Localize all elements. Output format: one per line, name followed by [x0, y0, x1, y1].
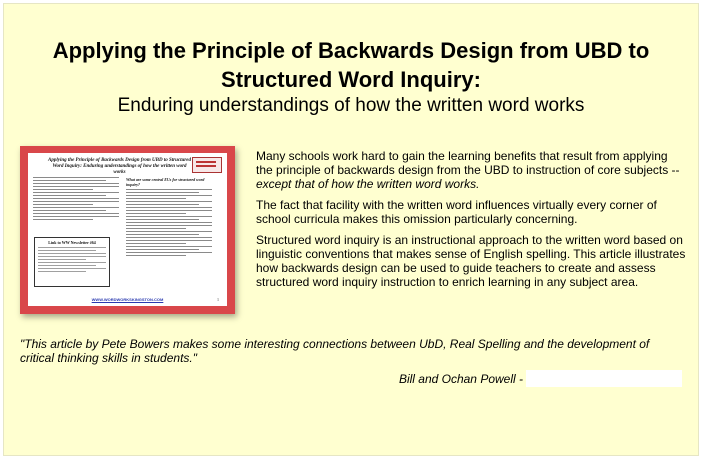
paragraph-3: Structured word inquiry is an instructional approach to the written word based on linguistic conventions that makes sense of English spelling. This article illustrates how backwards design can be used to guide teachers to create and assess structured word inquiry instruction to enrich learning in any subject area. — [256, 233, 686, 289]
paragraph-1-emphasis: except that of how the written word works. — [256, 177, 480, 191]
page-subtitle: Enduring understandings of how the written word works — [117, 95, 585, 116]
thumbnail-title: Applying the Principle of Backwards Design from UBD to Structured Word Inquiry: Enduring understandings of how the written word works — [48, 158, 191, 175]
article-page-preview — [28, 153, 227, 306]
thumbnail-left-column — [33, 177, 119, 222]
thumbnail-page-number: 1 — [217, 297, 219, 302]
paragraph-1 — [256, 149, 686, 191]
article-thumbnail[interactable] — [20, 146, 235, 314]
testimonial-attribution: Bill and Ochan Powell - — [398, 372, 523, 386]
thumbnail-website-link[interactable]: WWW.WORDWORKSKINGSTON.COM — [91, 297, 164, 302]
article-description — [256, 149, 686, 296]
thumbnail-box-heading: Link to WW Newsletter #64 — [48, 240, 96, 245]
thumbnail-right-column — [126, 177, 212, 258]
thumbnail-right-heading: What are some central EUs for structured word inquiry? — [126, 177, 205, 187]
page-title: Applying the Principle of Backwards Design from UBD to Structured Word Inquiry: — [52, 38, 650, 92]
paragraph-2: The fact that facility with the written word influences virtually every corner of school curricula makes this omission particularly concerning. — [256, 198, 657, 226]
wordworks-logo-icon — [192, 157, 222, 173]
testimonial-quote: "This article by Pete Bowers makes some interesting connections between UbD, Real Spelling and the development of critical thinking skills in students." — [20, 337, 650, 365]
attribution-blank-field — [526, 370, 682, 387]
paragraph-1-text: Many schools work hard to gain the learning benefits that result from applying the principle of backwards design from the UBD to instruction of core subjects -- — [256, 149, 680, 177]
thumbnail-newsletter-box — [34, 237, 110, 287]
